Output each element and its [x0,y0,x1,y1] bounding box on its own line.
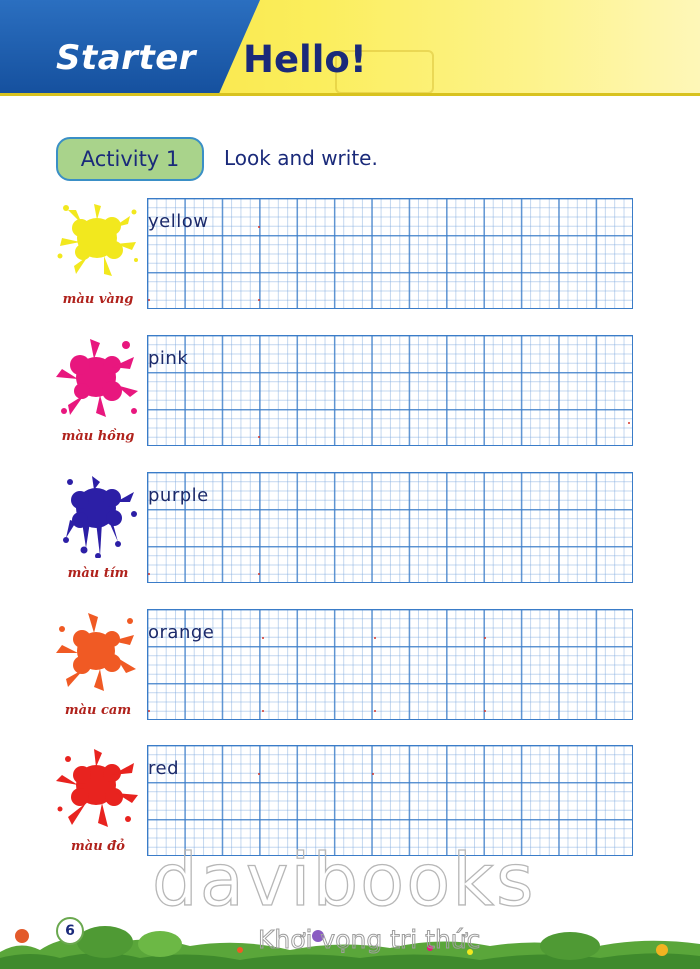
vietnamese-label: màu hồng [61,429,135,444]
paint-splat-icon [54,472,140,558]
vietnamese-label: màu cam [64,703,132,718]
example-word: yellow [148,211,209,232]
example-word: orange [148,622,215,643]
vietnamese-label: màu vàng [62,292,134,307]
paint-splat-icon [54,745,140,831]
writing-row [50,609,650,729]
writing-grid[interactable] [147,472,633,583]
example-word: pink [148,348,189,369]
paint-splat-icon [54,335,140,421]
writing-row [50,335,650,455]
bird-icon [656,944,668,956]
writing-grid[interactable] [147,335,633,446]
bird-icon [15,929,29,943]
page-title: Hello! [243,38,367,81]
vietnamese-label: màu tím [67,566,129,581]
activity-badge: Activity 1 [56,137,204,181]
watermark: davibooks [152,838,536,922]
writing-row [50,198,650,318]
page-header [0,0,700,100]
page-number: 6 [56,917,84,945]
writing-grid[interactable] [147,609,633,720]
header-divider [0,93,700,96]
section-label: Starter [56,38,197,78]
vietnamese-label: màu đỏ [71,839,125,854]
paint-splat-icon [54,609,140,695]
activity-instruction: Look and write. [224,146,378,170]
example-word: purple [148,485,209,506]
example-word: red [148,758,180,779]
writing-row [50,472,650,592]
writing-grid[interactable] [147,198,633,309]
paint-splat-icon [54,198,140,284]
watermark-tagline: Khơi vọng tri thức [258,925,481,954]
